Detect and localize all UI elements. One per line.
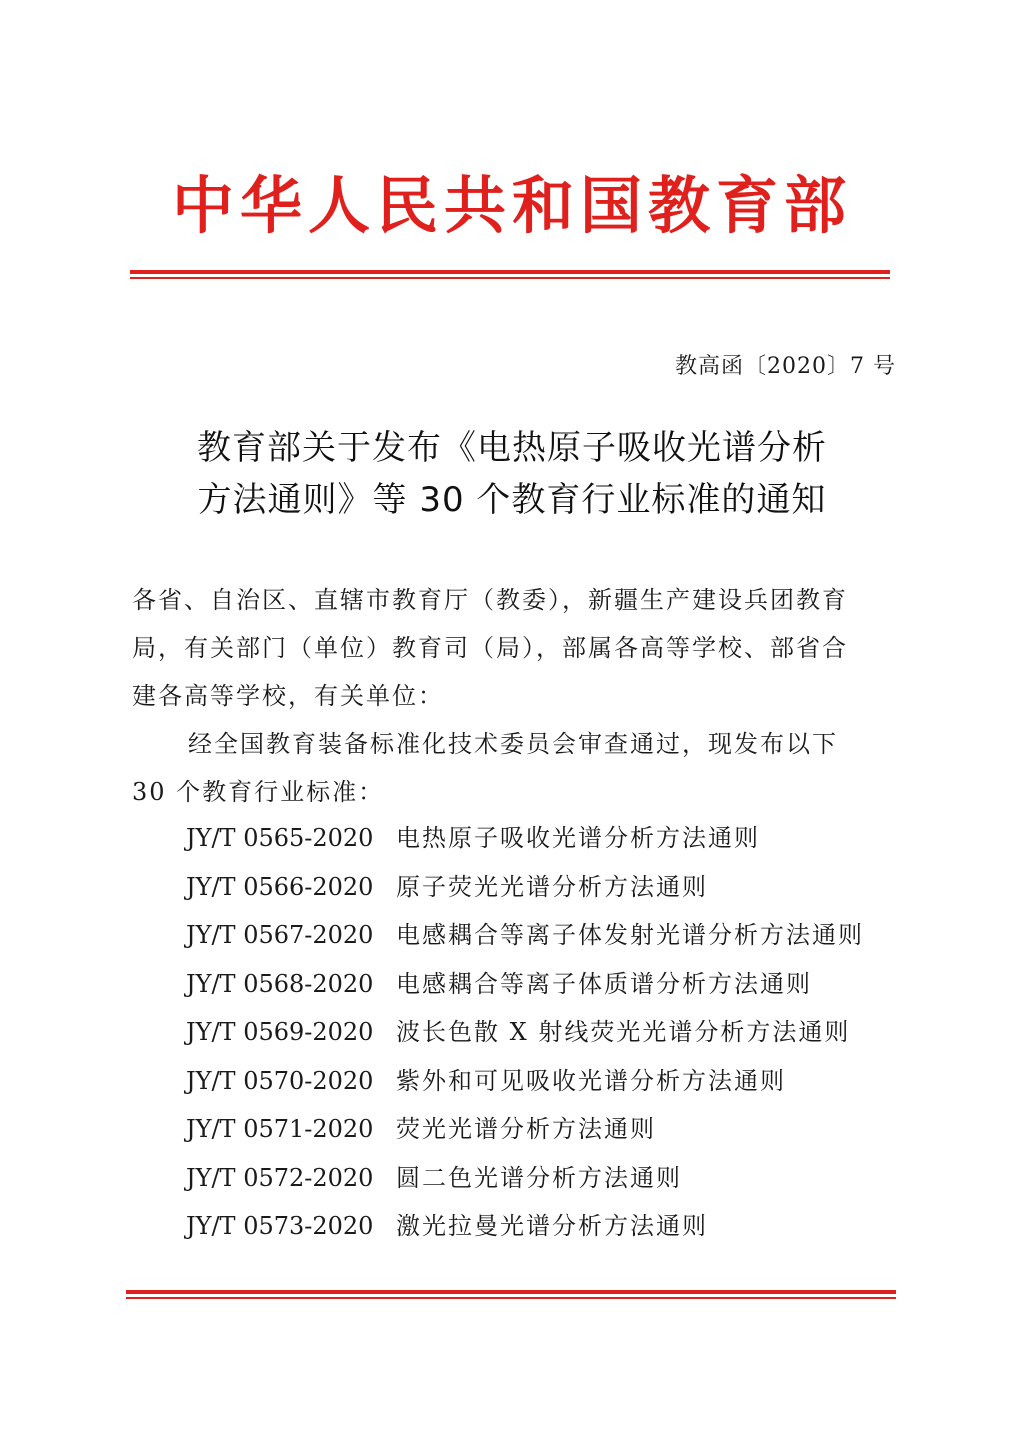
- title-line-1: 教育部关于发布《电热原子吸收光谱分析: [197, 428, 827, 468]
- standard-code: JY/T 0566-2020: [186, 872, 374, 901]
- standard-item: [186, 863, 864, 912]
- standard-item: [186, 911, 864, 960]
- document-number: 教高函〔2020〕7 号: [675, 354, 896, 379]
- standard-name: 波长色散 X 射线荧光光谱分析方法通则: [396, 1018, 851, 1046]
- standard-code: JY/T 0569-2020: [186, 1018, 374, 1046]
- document-title: [130, 422, 894, 526]
- recipients-line: 建各高等学校，有关单位：: [132, 682, 444, 710]
- standard-item: [186, 1008, 864, 1057]
- standard-item: [186, 960, 864, 1009]
- intro-line: 经全国教育装备标准化技术委员会审查通过，现发布以下: [188, 730, 838, 758]
- standard-item: [186, 1154, 864, 1203]
- intro-line: 30 个教育行业标准：: [132, 778, 385, 806]
- standard-name: 电感耦合等离子体质谱分析方法通则: [396, 969, 812, 998]
- standard-name: 圆二色光谱分析方法通则: [396, 1163, 682, 1192]
- red-rule-thin: [130, 277, 890, 279]
- agency-letterhead: 中华人民共和国教育部: [171, 169, 852, 242]
- standard-item: [186, 1202, 864, 1251]
- standard-name: 激光拉曼光谱分析方法通则: [396, 1212, 708, 1240]
- standard-code: JY/T 0570-2020: [186, 1066, 374, 1095]
- standard-code: JY/T 0567-2020: [186, 921, 374, 949]
- standard-code: JY/T 0572-2020: [186, 1163, 374, 1192]
- recipients-line: 各省、自治区、直辖市教育厅（教委），新疆生产建设兵团教育: [132, 586, 848, 614]
- standard-code: JY/T 0571-2020: [186, 1115, 374, 1143]
- standard-name: 原子荧光光谱分析方法通则: [396, 872, 708, 901]
- standard-item: [186, 1105, 864, 1154]
- standard-name: 荧光光谱分析方法通则: [396, 1115, 656, 1143]
- standard-item: [186, 814, 864, 863]
- standard-code: JY/T 0565-2020: [186, 824, 374, 852]
- document-body: [132, 576, 892, 816]
- recipients-line: 局，有关部门（单位）教育司（局），部属各高等学校、部省合: [132, 634, 848, 662]
- title-line-2: 方法通则》等 30 个教育行业标准的通知: [197, 480, 827, 520]
- standards-list: [186, 814, 864, 1251]
- red-rule-thin: [126, 1297, 896, 1299]
- standard-name: 紫外和可见吸收光谱分析方法通则: [396, 1066, 786, 1095]
- footer-red-rule: [126, 1290, 896, 1299]
- letterhead-red-rule: [130, 270, 890, 279]
- standard-item: [186, 1057, 864, 1106]
- standard-name: 电感耦合等离子体发射光谱分析方法通则: [396, 921, 864, 949]
- standard-code: JY/T 0573-2020: [186, 1212, 374, 1240]
- standard-code: JY/T 0568-2020: [186, 969, 374, 998]
- standard-name: 电热原子吸收光谱分析方法通则: [396, 824, 760, 852]
